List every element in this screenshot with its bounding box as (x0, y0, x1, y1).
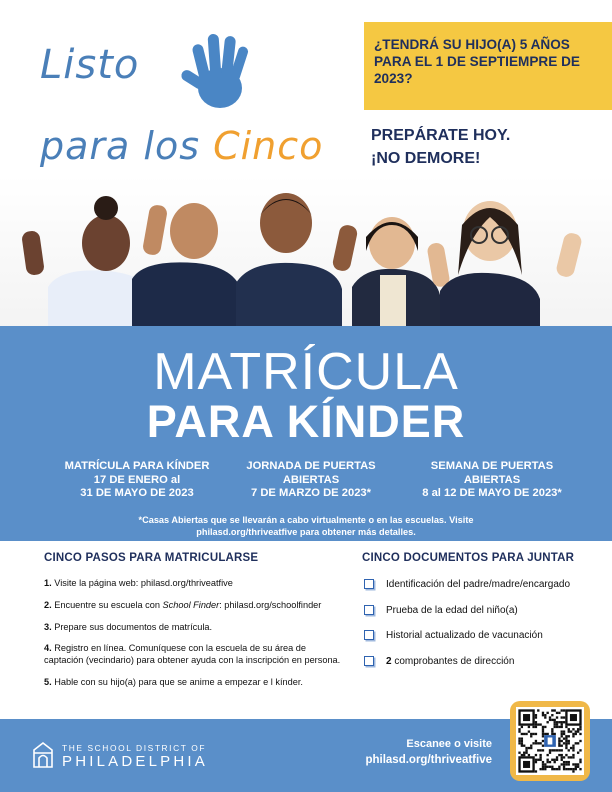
column-line: MATRÍCULA PARA KÍNDER (64, 460, 210, 472)
prepare-now-text (371, 124, 510, 170)
step-item (44, 600, 344, 612)
column-line: SEMANA DE PUERTAS (430, 460, 554, 472)
documents-heading: CINCO DOCUMENTOS PARA JUNTAR (362, 552, 575, 564)
step-number: 2. (44, 599, 52, 610)
step-text: : philasd.org/schoolfinder (219, 599, 322, 610)
step-item (44, 677, 344, 689)
column-line: ABIERTAS (463, 473, 521, 486)
document-item (362, 629, 612, 655)
checkbox-icon (364, 605, 374, 615)
step-text: Visite la página web: philasd.org/thriveatfive (54, 578, 233, 588)
column-line: 8 al 12 DE MAYO DE 2023* (422, 487, 562, 500)
age-question-callout (364, 22, 612, 110)
document-text: Identificación del padre/madre/encargado (386, 579, 571, 590)
step-item (44, 578, 344, 590)
qr-code[interactable] (510, 701, 590, 781)
banner-title-line2: PARA KÍNDER (146, 396, 466, 447)
open-house-note (100, 514, 512, 538)
document-count: 2 (386, 655, 392, 667)
step-number: 3. (44, 621, 52, 632)
document-text: comprobantes de dirección (391, 655, 515, 667)
school-finder-label: School Finder (162, 599, 220, 610)
scan-instruction: Escanee o visite (406, 738, 492, 750)
step-number: 5. (44, 676, 52, 687)
checkbox-icon (364, 630, 374, 640)
age-question-text: ¿TENDRÁ SU HIJO(A) 5 AÑOS PARA EL 1 DE SEPTIEMPRE DE 2023? (374, 37, 580, 86)
bell-tower-icon (31, 742, 55, 768)
document-item (362, 655, 612, 681)
logo-line2-accent: Cinco (213, 124, 324, 168)
logo-title-line1: Listo (40, 42, 140, 88)
note-line2: philasd.org/thriveatfive para obtener más detalles. (196, 527, 416, 537)
open-house-day-column (236, 460, 386, 501)
logo-title-line2 (40, 124, 323, 168)
raised-hand-icon (176, 30, 256, 112)
enrollment-dates-column (52, 460, 222, 501)
steps-list (44, 578, 344, 699)
step-number: 1. (44, 578, 52, 588)
column-line: JORNADA DE PUERTAS (246, 460, 376, 472)
documents-checklist (362, 578, 612, 680)
column-line: 31 DE MAYO DE 2023 (80, 487, 194, 500)
step-item (44, 622, 344, 634)
district-name-large: PHILADELPHIA (62, 753, 208, 770)
step-text: Registro en línea. Comuníquese con la escuela de su área de captación (vecindario) para obtener ayuda con la inscripción en persona. (44, 643, 341, 666)
document-text: Historial actualizado de vacunación (386, 630, 543, 641)
document-item (362, 604, 612, 630)
step-text: Prepare sus documentos de matrícula. (54, 621, 213, 632)
checkbox-icon (364, 579, 374, 589)
children-photo (0, 175, 612, 330)
prepare-line1: PREPÁRATE HOY. (371, 127, 511, 144)
steps-heading: CINCO PASOS PARA MATRICULARSE (44, 552, 259, 564)
column-line: 17 DE ENERO al (93, 473, 181, 486)
banner-title-line1: MATRÍCULA (153, 343, 459, 401)
open-house-week-column (404, 460, 580, 501)
document-item (362, 578, 612, 604)
step-text: Encuentre su escuela con (54, 599, 163, 610)
step-item (44, 643, 344, 667)
step-number: 4. (44, 643, 52, 654)
website-link[interactable]: philasd.org/thriveatfive (365, 754, 492, 766)
qr-code-icon[interactable] (516, 707, 584, 775)
prepare-line2: ¡NO DEMORE! (371, 150, 481, 167)
logo-line2-text: para los (40, 124, 214, 168)
checkbox-icon (364, 656, 374, 666)
note-line1: *Casas Abiertas que se llevarán a cabo virtualmente o en las escuelas. Visite (138, 515, 474, 525)
column-line: 7 DE MARZO DE 2023* (251, 487, 371, 500)
district-name-small: THE SCHOOL DISTRICT OF (62, 743, 207, 753)
column-line: ABIERTAS (282, 473, 340, 486)
document-text: Prueba de la edad del niño(a) (386, 604, 518, 616)
step-text: Hable con su hijo(a) para que se anime a empezar e l kínder. (54, 676, 303, 687)
